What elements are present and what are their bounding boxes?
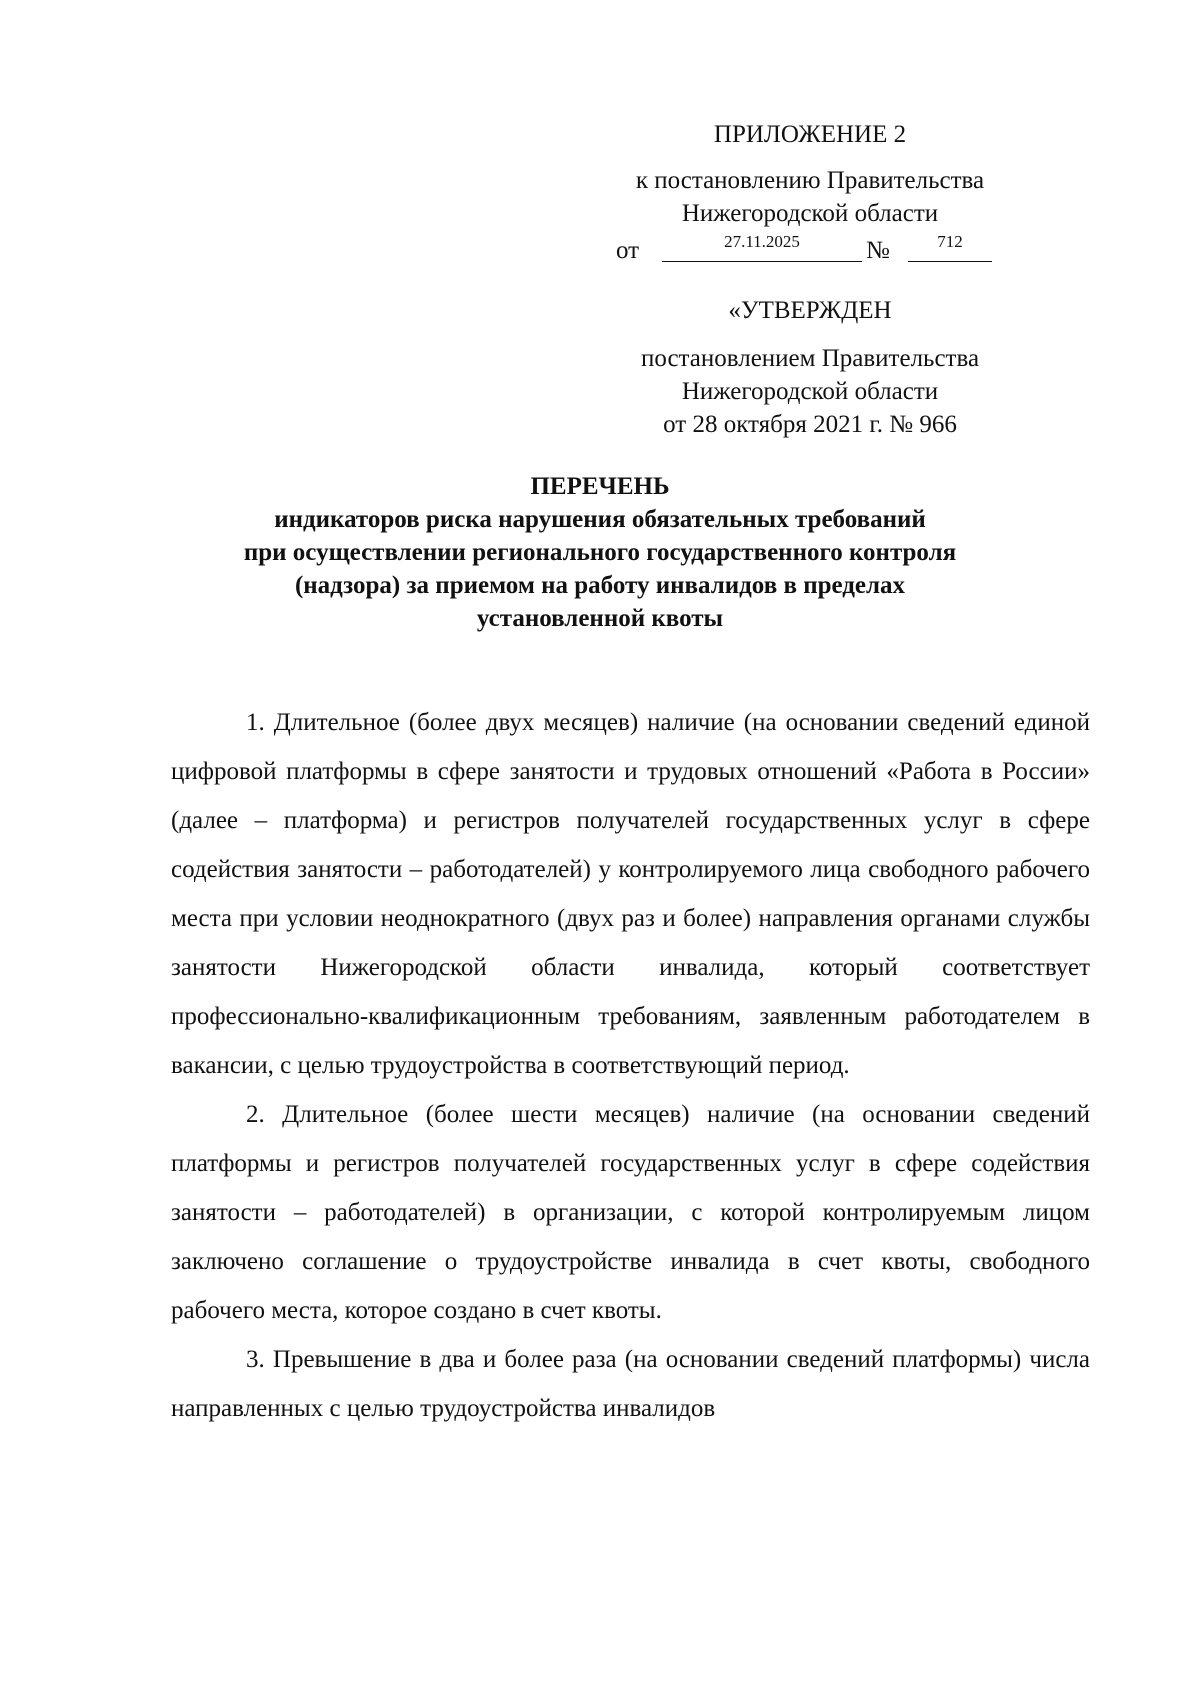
paragraph-2: 2. Длительное (более шести месяцев) наличие (на основании сведений платформы и регистров получателей государственных услуг в сфере содействия занятости – работодателей) в организации, с которой контролируемым лицом заключено соглашение о трудоустройстве инвалида в счет квоты, свободного рабочего места, которое создано в счет квоты.	[171, 1101, 1090, 1324]
appendix-title: ПРИЛОЖЕНИЕ 2	[713, 121, 907, 148]
decree-number-field: 712	[908, 230, 992, 262]
date-prefix: от	[616, 237, 640, 264]
decree-line-2: Нижегородской области	[681, 200, 939, 227]
paragraph-3: 3. Превышение в два и более раза (на основании сведений платформы) числа направленных с целью трудоустройства инвалидов	[171, 1346, 1090, 1422]
number-sign: №	[866, 237, 890, 264]
heading-line-3: при осуществлении регионального государственного контроля	[243, 539, 957, 566]
approved-reference	[560, 342, 1060, 441]
heading-title: ПЕРЕЧЕНЬ	[530, 473, 670, 500]
paragraph-1: 1. Длительное (более двух месяцев) наличие (на основании сведений единой цифровой платформы в сфере занятости и трудовых отношений «Работа в России» (далее – платформа) и регистров получателей государственных услуг в сфере содействия занятости – работодателей) у контролируемого лица свободного рабочего места при условии неоднократного (двух раз и более) направления органами службы занятости Нижегородской области инвалида, который соответствует профессионально-квалификационным требованиям, заявленным работодателем в вакансии, с целью трудоустройства в соответствующий период.	[171, 709, 1090, 1079]
decree-date-field: 27.11.2025	[662, 230, 862, 262]
document-body	[171, 698, 1090, 1433]
heading-line-2: индикаторов риска нарушения обязательных требований	[274, 506, 926, 533]
approved-line-1: постановлением Правительства	[640, 345, 980, 372]
document-heading	[150, 470, 1050, 635]
approved-line-3: от 28 октября 2021 г. № 966	[663, 411, 957, 438]
heading-line-4: (надзора) за приемом на работу инвалидов в пределах	[294, 572, 906, 599]
decree-line-1: к постановлению Правительства	[635, 167, 985, 194]
decree-reference	[560, 164, 1060, 268]
heading-line-5: установленной квоты	[476, 605, 724, 632]
approved-title: «УТВЕРЖДЕН	[728, 297, 892, 324]
decree-date-line	[560, 230, 1060, 268]
approved-line-2: Нижегородской области	[681, 378, 939, 405]
